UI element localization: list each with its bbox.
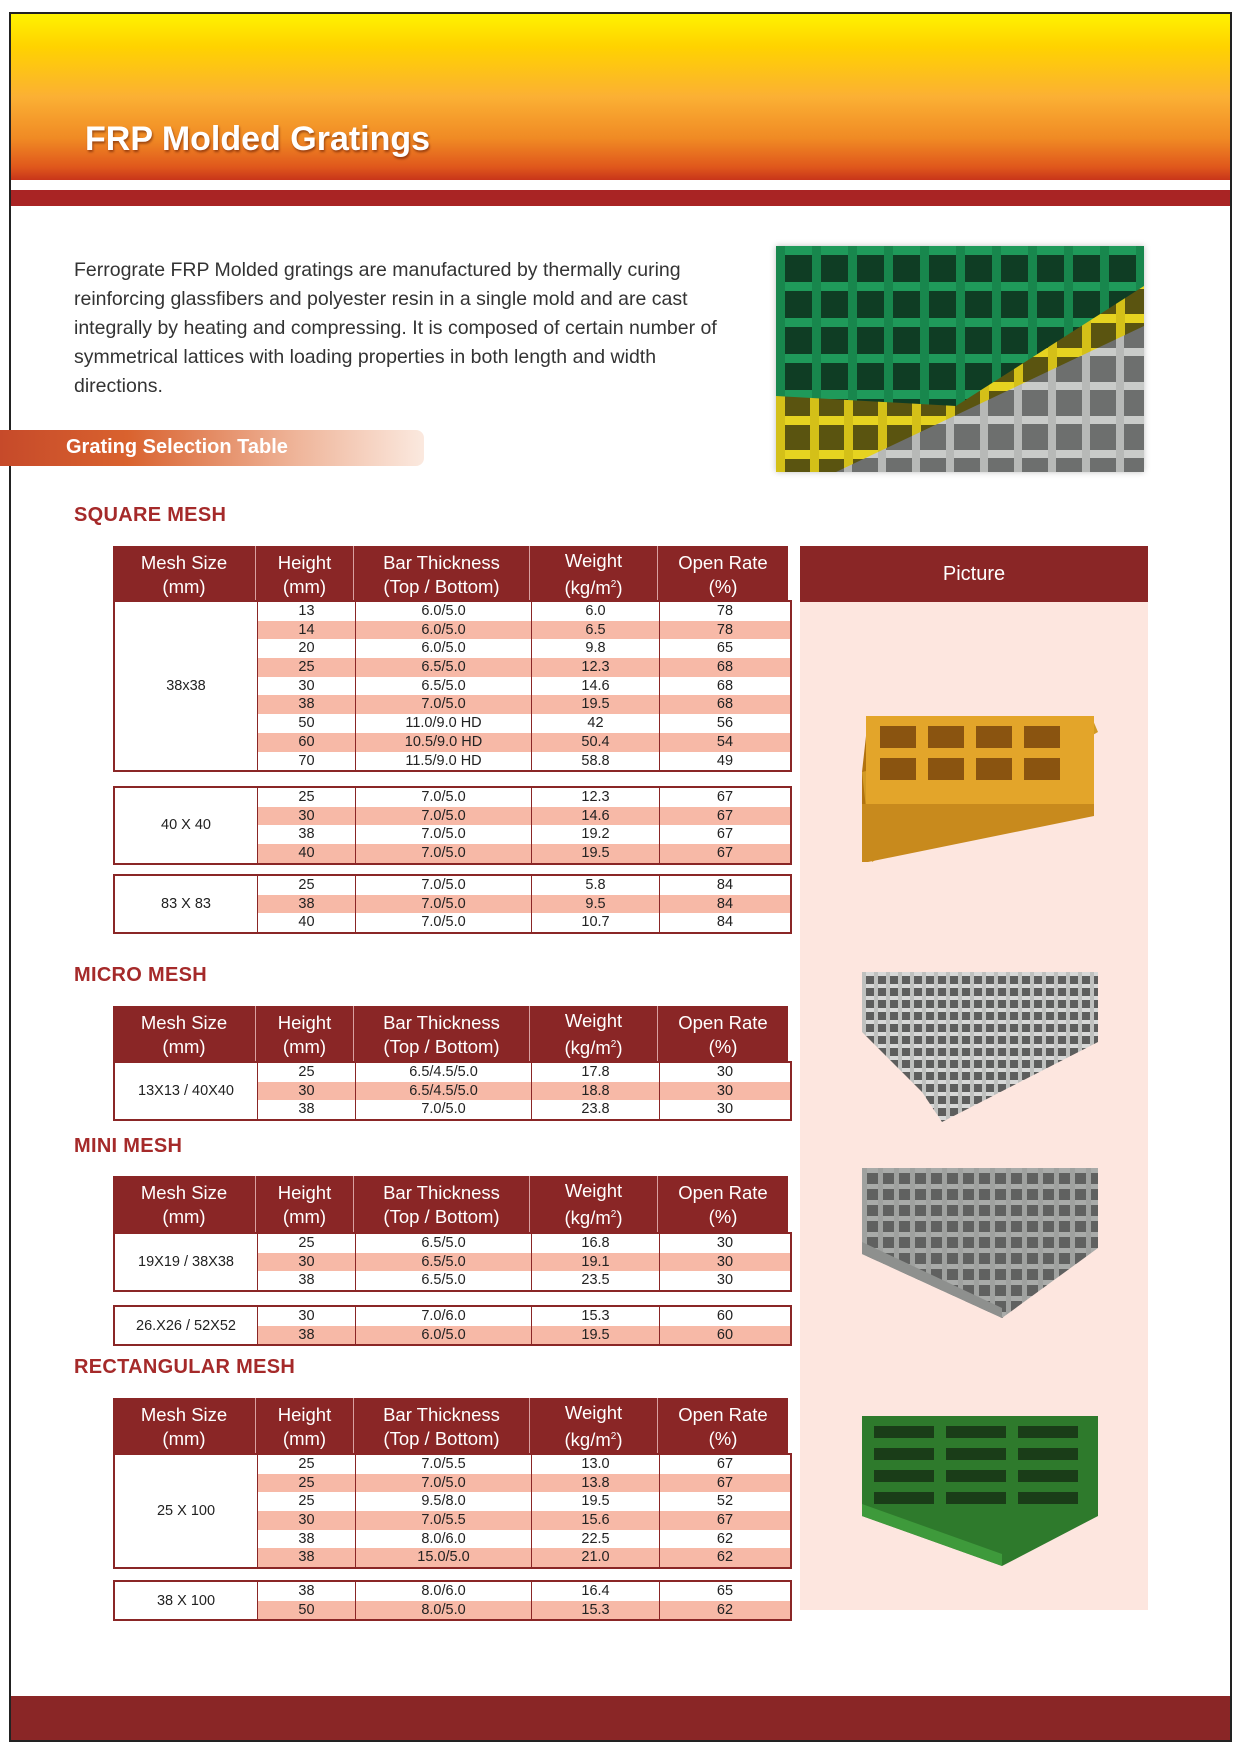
height-cell: 13: [258, 602, 356, 621]
col-bar-thickness-header: [354, 1176, 530, 1233]
rectangular-mesh-picture: [862, 1416, 1098, 1573]
mesh-size-cell: 38x38: [115, 602, 258, 770]
mesh-data-block: [113, 874, 792, 934]
bar-thickness-cell: 15.0/5.0: [356, 1548, 532, 1567]
mesh-rows: [258, 1307, 790, 1344]
col-mesh-size-header: [113, 546, 256, 603]
bar-thickness-cell: 7.0/5.5: [356, 1455, 532, 1474]
weight-cell: 12.3: [532, 658, 660, 677]
weight-cell: 42: [532, 714, 660, 733]
bar-thickness-cell: 6.0/5.0: [356, 639, 532, 658]
mesh-data-block: [113, 1305, 792, 1346]
table-row: [258, 733, 790, 752]
mesh-rows: [258, 1455, 790, 1567]
bar-thickness-cell: 11.0/9.0 HD: [356, 714, 532, 733]
height-cell: 25: [258, 658, 356, 677]
square-mesh-picture: [862, 712, 1098, 869]
superscript-2: 2: [610, 578, 617, 590]
bar-thickness-cell: 7.0/5.0: [356, 807, 532, 826]
height-cell: 25: [258, 1063, 356, 1082]
bar-thickness-cell: 7.0/5.0: [356, 844, 532, 863]
open-rate-cell: 65: [716, 640, 734, 657]
table-row: [258, 1601, 790, 1620]
table-row: [258, 695, 790, 714]
height-cell: 30: [258, 677, 356, 696]
bar-thickness-cell: 6.5/4.5/5.0: [356, 1082, 532, 1101]
mesh-size-cell: 38 X 100: [115, 1582, 258, 1619]
open-rate-cell: 67: [716, 845, 734, 862]
open-rate-cell: 65: [716, 1583, 734, 1599]
table-header: [113, 1006, 788, 1063]
bar-thickness-cell: 7.0/5.0: [356, 895, 532, 914]
col-open-rate-header: [658, 1176, 788, 1233]
height-cell: 38: [258, 895, 356, 914]
bar-thickness-cell: 6.5/5.0: [356, 1234, 532, 1253]
col-weight-header-line: Weight: [564, 1179, 623, 1201]
col-bar-thickness-header-line: (Top / Bottom): [383, 1427, 500, 1449]
open-rate-cell: 60: [716, 1326, 734, 1343]
col-height-header: [256, 546, 354, 603]
weight-cell: 23.5: [532, 1271, 660, 1290]
height-cell: 30: [258, 1253, 356, 1272]
table-header: [113, 546, 788, 603]
col-open-rate-header: [658, 1006, 788, 1063]
open-rate-cell: 67: [716, 789, 734, 805]
bar-thickness-cell: 7.0/5.0: [356, 1474, 532, 1493]
weight-cell: 19.5: [532, 1326, 660, 1345]
col-bar-thickness-header-line: (Top / Bottom): [383, 1035, 500, 1057]
weight-cell: 23.8: [532, 1100, 660, 1119]
picture-column-header: Picture: [800, 546, 1148, 602]
weight-cell: 13.8: [532, 1474, 660, 1493]
mesh-rows: [258, 788, 790, 863]
col-height-header: [256, 1398, 354, 1455]
col-open-rate-header-line: Open Rate: [678, 1011, 768, 1033]
col-height-header-line: Height: [277, 1011, 332, 1033]
col-height-header-line: Height: [277, 1181, 332, 1203]
col-mesh-size-header: [113, 1006, 256, 1063]
col-bar-thickness-header-line: Bar Thickness: [383, 1403, 500, 1425]
col-mesh-size-header-line: (mm): [162, 575, 206, 597]
open-rate-cell: 49: [716, 752, 734, 769]
col-open-rate-header-line: (%): [708, 1035, 738, 1057]
height-cell: 25: [258, 1234, 356, 1253]
hero-gratings-illustration: [776, 246, 1144, 472]
open-rate-cell: 62: [716, 1601, 734, 1618]
weight-cell: 6.5: [532, 621, 660, 640]
bar-thickness-cell: 7.0/5.0: [356, 913, 532, 932]
table-row: [258, 677, 790, 696]
table-row: [258, 1474, 790, 1493]
height-cell: 40: [258, 844, 356, 863]
mesh-data-block: [113, 1453, 792, 1569]
mesh-rows: [258, 1063, 790, 1119]
weight-cell: 50.4: [532, 733, 660, 752]
height-cell: 20: [258, 639, 356, 658]
weight-cell: 9.8: [532, 639, 660, 658]
footer-band: [11, 1696, 1230, 1740]
col-mesh-size-header-line: Mesh Size: [140, 551, 228, 573]
weight-cell: 6.0: [532, 602, 660, 621]
col-mesh-size-header-line: (mm): [162, 1035, 206, 1057]
header-divider: [11, 190, 1230, 206]
weight-cell: 12.3: [532, 788, 660, 807]
height-cell: 38: [258, 1548, 356, 1567]
mesh-rows: [258, 876, 790, 932]
col-height-header-line: (mm): [282, 575, 327, 597]
bar-thickness-cell: 8.0/6.0: [356, 1582, 532, 1601]
bar-thickness-cell: 7.0/5.0: [356, 825, 532, 844]
col-open-rate-header-line: (%): [708, 575, 738, 597]
table-row: [258, 658, 790, 677]
bar-thickness-cell: 6.0/5.0: [356, 602, 532, 621]
col-bar-thickness-header-line: Bar Thickness: [383, 1181, 500, 1203]
table-row: [258, 1455, 790, 1474]
table-header: [113, 1176, 788, 1233]
col-weight-header-line: Weight: [564, 1401, 623, 1423]
table-row: [258, 1100, 790, 1119]
col-mesh-size-header-line: (mm): [162, 1205, 206, 1227]
col-weight-header-line: $(kg/m^2)$: [564, 1207, 623, 1229]
bar-thickness-cell: 6.5/5.0: [356, 1271, 532, 1290]
weight-cell: 22.5: [532, 1530, 660, 1549]
weight-cell: 19.5: [532, 695, 660, 714]
open-rate-cell: 78: [716, 621, 734, 638]
weight-cell: 19.2: [532, 825, 660, 844]
bar-thickness-cell: 6.5/5.0: [356, 1253, 532, 1272]
bar-thickness-cell: 6.0/5.0: [356, 621, 532, 640]
mesh-section-heading: MINI MESH: [74, 1135, 183, 1157]
col-weight-header-line: $(kg/m^2)$: [564, 577, 623, 599]
col-open-rate-header-line: Open Rate: [678, 1181, 768, 1203]
weight-cell: 17.8: [532, 1063, 660, 1082]
col-height-header: [256, 1176, 354, 1233]
open-rate-cell: 67: [716, 826, 734, 843]
height-cell: 30: [258, 1511, 356, 1530]
col-weight-header: [530, 1398, 658, 1455]
intro-paragraph: Ferrograte FRP Molded gratings are manufactured by thermally curing reinforcing glassfibers and polyester resin in a single mold and are cast integrally by heating and compressing. It is composed of certain number of symmetrical lattices with loading properties in both length and width directions.: [74, 259, 717, 397]
open-rate-cell: 68: [716, 659, 734, 676]
weight-cell: 16.8: [532, 1234, 660, 1253]
weight-cell: 21.0: [532, 1548, 660, 1567]
height-cell: 25: [258, 1474, 356, 1493]
height-cell: 25: [258, 1492, 356, 1511]
bar-thickness-cell: 7.0/5.0: [356, 876, 532, 895]
table-row: [258, 1492, 790, 1511]
col-open-rate-header: [658, 546, 788, 603]
bar-thickness-cell: 8.0/5.0: [356, 1601, 532, 1620]
height-cell: 38: [258, 1326, 356, 1345]
col-weight-header-line: $(kg/m^2)$: [564, 1037, 623, 1059]
open-rate-cell: 56: [716, 715, 734, 732]
open-rate-cell: 62: [716, 1530, 734, 1547]
col-height-header: [256, 1006, 354, 1063]
col-height-header-line: Height: [277, 551, 332, 573]
weight-cell: 19.5: [532, 844, 660, 863]
col-height-header-line: (mm): [282, 1205, 327, 1227]
mesh-data-block: [113, 600, 792, 772]
open-rate-cell: 30: [716, 1101, 734, 1118]
table-row: [258, 825, 790, 844]
mesh-section-heading: MICRO MESH: [74, 964, 207, 986]
col-mesh-size-header-line: (mm): [162, 1427, 206, 1449]
weight-cell: 58.8: [532, 752, 660, 771]
table-row: [258, 844, 790, 863]
table-row: [258, 1307, 790, 1326]
weight-cell: 15.6: [532, 1511, 660, 1530]
col-mesh-size-header: [113, 1398, 256, 1455]
table-row: [258, 1271, 790, 1290]
bar-thickness-cell: 7.0/6.0: [356, 1307, 532, 1326]
open-rate-cell: 30: [716, 1082, 734, 1099]
height-cell: 38: [258, 1582, 356, 1601]
height-cell: 38: [258, 1530, 356, 1549]
height-cell: 38: [258, 695, 356, 714]
hero-gratings-image: [776, 246, 1144, 472]
col-mesh-size-header-line: Mesh Size: [140, 1011, 228, 1033]
weight-cell: 19.1: [532, 1253, 660, 1272]
bar-thickness-cell: 7.0/5.0: [356, 788, 532, 807]
weight-cell: 14.6: [532, 677, 660, 696]
bar-thickness-cell: 9.5/8.0: [356, 1492, 532, 1511]
col-height-header-line: (mm): [282, 1427, 327, 1449]
open-rate-cell: 30: [716, 1253, 734, 1270]
open-rate-cell: 52: [716, 1493, 734, 1510]
page-title: FRP Molded Gratings: [85, 120, 431, 158]
col-bar-thickness-header-line: Bar Thickness: [383, 551, 500, 573]
open-rate-cell: 78: [716, 603, 734, 619]
col-bar-thickness-header-line: (Top / Bottom): [383, 1205, 500, 1227]
col-open-rate-header-line: (%): [708, 1427, 738, 1449]
table-row: [258, 1253, 790, 1272]
mesh-data-block: [113, 1232, 792, 1292]
bar-thickness-cell: 8.0/6.0: [356, 1530, 532, 1549]
open-rate-cell: 84: [716, 895, 734, 912]
col-weight-header-line: $(kg/m^2)$: [564, 1429, 623, 1451]
open-rate-cell: 30: [716, 1064, 734, 1080]
weight-cell: 5.8: [532, 876, 660, 895]
weight-cell: 15.3: [532, 1307, 660, 1326]
table-row: [258, 639, 790, 658]
mesh-size-cell: 13X13 / 40X40: [115, 1063, 258, 1119]
mesh-section-heading: SQUARE MESH: [74, 504, 227, 526]
table-row: [258, 1082, 790, 1101]
bar-thickness-cell: 6.0/5.0: [356, 1326, 532, 1345]
mesh-data-block: [113, 1061, 792, 1121]
weight-cell: 13.0: [532, 1455, 660, 1474]
table-header: [113, 1398, 788, 1455]
col-height-header-line: Height: [277, 1403, 332, 1425]
col-open-rate-header: [658, 1398, 788, 1455]
mesh-size-cell: 26.X26 / 52X52: [115, 1307, 258, 1344]
open-rate-cell: 68: [716, 677, 734, 694]
height-cell: 38: [258, 1271, 356, 1290]
col-weight-header-line: Weight: [564, 1009, 623, 1031]
height-cell: 30: [258, 1082, 356, 1101]
superscript-2: 2: [610, 1038, 617, 1050]
bar-thickness-cell: 6.5/4.5/5.0: [356, 1063, 532, 1082]
height-cell: 40: [258, 913, 356, 932]
open-rate-cell: 62: [716, 1549, 734, 1566]
open-rate-cell: 67: [716, 1512, 734, 1529]
open-rate-cell: 67: [716, 1456, 734, 1472]
height-cell: 50: [258, 1601, 356, 1620]
height-cell: 50: [258, 714, 356, 733]
table-row: [258, 714, 790, 733]
col-mesh-size-header-line: Mesh Size: [140, 1181, 228, 1203]
table-row: [258, 1063, 790, 1082]
height-cell: 30: [258, 807, 356, 826]
bar-thickness-cell: 6.5/5.0: [356, 658, 532, 677]
col-mesh-size-header-line: Mesh Size: [140, 1403, 228, 1425]
open-rate-cell: 60: [716, 1308, 734, 1324]
col-weight-header-line: Weight: [564, 549, 623, 571]
height-cell: 14: [258, 621, 356, 640]
open-rate-cell: 67: [716, 807, 734, 824]
mini-mesh-picture: [862, 1168, 1098, 1325]
col-weight-header: [530, 1176, 658, 1233]
height-cell: 25: [258, 876, 356, 895]
table-row: [258, 788, 790, 807]
col-height-header-line: (mm): [282, 1035, 327, 1057]
mesh-rows: [258, 602, 790, 770]
col-weight-header: [530, 1006, 658, 1063]
weight-cell: 19.5: [532, 1492, 660, 1511]
col-bar-thickness-header: [354, 1398, 530, 1455]
col-open-rate-header-line: Open Rate: [678, 1403, 768, 1425]
mesh-section-heading: RECTANGULAR MESH: [74, 1356, 296, 1378]
open-rate-cell: 30: [716, 1272, 734, 1289]
col-bar-thickness-header-line: (Top / Bottom): [383, 575, 500, 597]
col-open-rate-header-line: Open Rate: [678, 551, 768, 573]
bar-thickness-cell: 11.5/9.0 HD: [356, 752, 532, 771]
table-row: [258, 807, 790, 826]
open-rate-cell: 54: [716, 733, 734, 750]
height-cell: 38: [258, 825, 356, 844]
table-row: [258, 1511, 790, 1530]
table-row: [258, 1234, 790, 1253]
mesh-size-cell: 83 X 83: [115, 876, 258, 932]
height-cell: 60: [258, 733, 356, 752]
open-rate-cell: 84: [716, 877, 734, 893]
mesh-size-cell: 40 X 40: [115, 788, 258, 863]
section-ribbon-label: Grating Selection Table: [66, 436, 288, 458]
mesh-data-block: [113, 1580, 792, 1621]
weight-cell: 18.8: [532, 1082, 660, 1101]
superscript-2: 2: [610, 1208, 617, 1220]
micro-mesh-picture: [862, 972, 1098, 1129]
weight-cell: 9.5: [532, 895, 660, 914]
mesh-data-block: [113, 786, 792, 865]
col-weight-header: [530, 546, 658, 603]
open-rate-cell: 84: [716, 914, 734, 931]
col-bar-thickness-header: [354, 546, 530, 603]
bar-thickness-cell: 10.5/9.0 HD: [356, 733, 532, 752]
col-mesh-size-header: [113, 1176, 256, 1233]
table-row: [258, 602, 790, 621]
table-row: [258, 913, 790, 932]
bar-thickness-cell: 7.0/5.0: [356, 695, 532, 714]
table-row: [258, 1548, 790, 1567]
table-row: [258, 1582, 790, 1601]
bar-thickness-cell: 7.0/5.0: [356, 1100, 532, 1119]
section-ribbon: [0, 430, 424, 466]
height-cell: 25: [258, 788, 356, 807]
height-cell: 70: [258, 752, 356, 771]
mesh-rows: [258, 1582, 790, 1619]
table-row: [258, 1530, 790, 1549]
table-row: [258, 895, 790, 914]
table-row: [258, 752, 790, 771]
col-open-rate-header-line: (%): [708, 1205, 738, 1227]
bar-thickness-cell: 7.0/5.5: [356, 1511, 532, 1530]
weight-cell: 14.6: [532, 807, 660, 826]
superscript-2: 2: [610, 1430, 617, 1442]
height-cell: 38: [258, 1100, 356, 1119]
open-rate-cell: 67: [716, 1474, 734, 1491]
open-rate-cell: 30: [716, 1235, 734, 1251]
mesh-size-cell: 25 X 100: [115, 1455, 258, 1567]
height-cell: 30: [258, 1307, 356, 1326]
col-bar-thickness-header: [354, 1006, 530, 1063]
weight-cell: 16.4: [532, 1582, 660, 1601]
height-cell: 25: [258, 1455, 356, 1474]
weight-cell: 10.7: [532, 913, 660, 932]
table-row: [258, 621, 790, 640]
table-row: [258, 1326, 790, 1345]
open-rate-cell: 68: [716, 696, 734, 713]
mesh-rows: [258, 1234, 790, 1290]
weight-cell: 15.3: [532, 1601, 660, 1620]
col-bar-thickness-header-line: Bar Thickness: [383, 1011, 500, 1033]
table-row: [258, 876, 790, 895]
bar-thickness-cell: 6.5/5.0: [356, 677, 532, 696]
mesh-size-cell: 19X19 / 38X38: [115, 1234, 258, 1290]
